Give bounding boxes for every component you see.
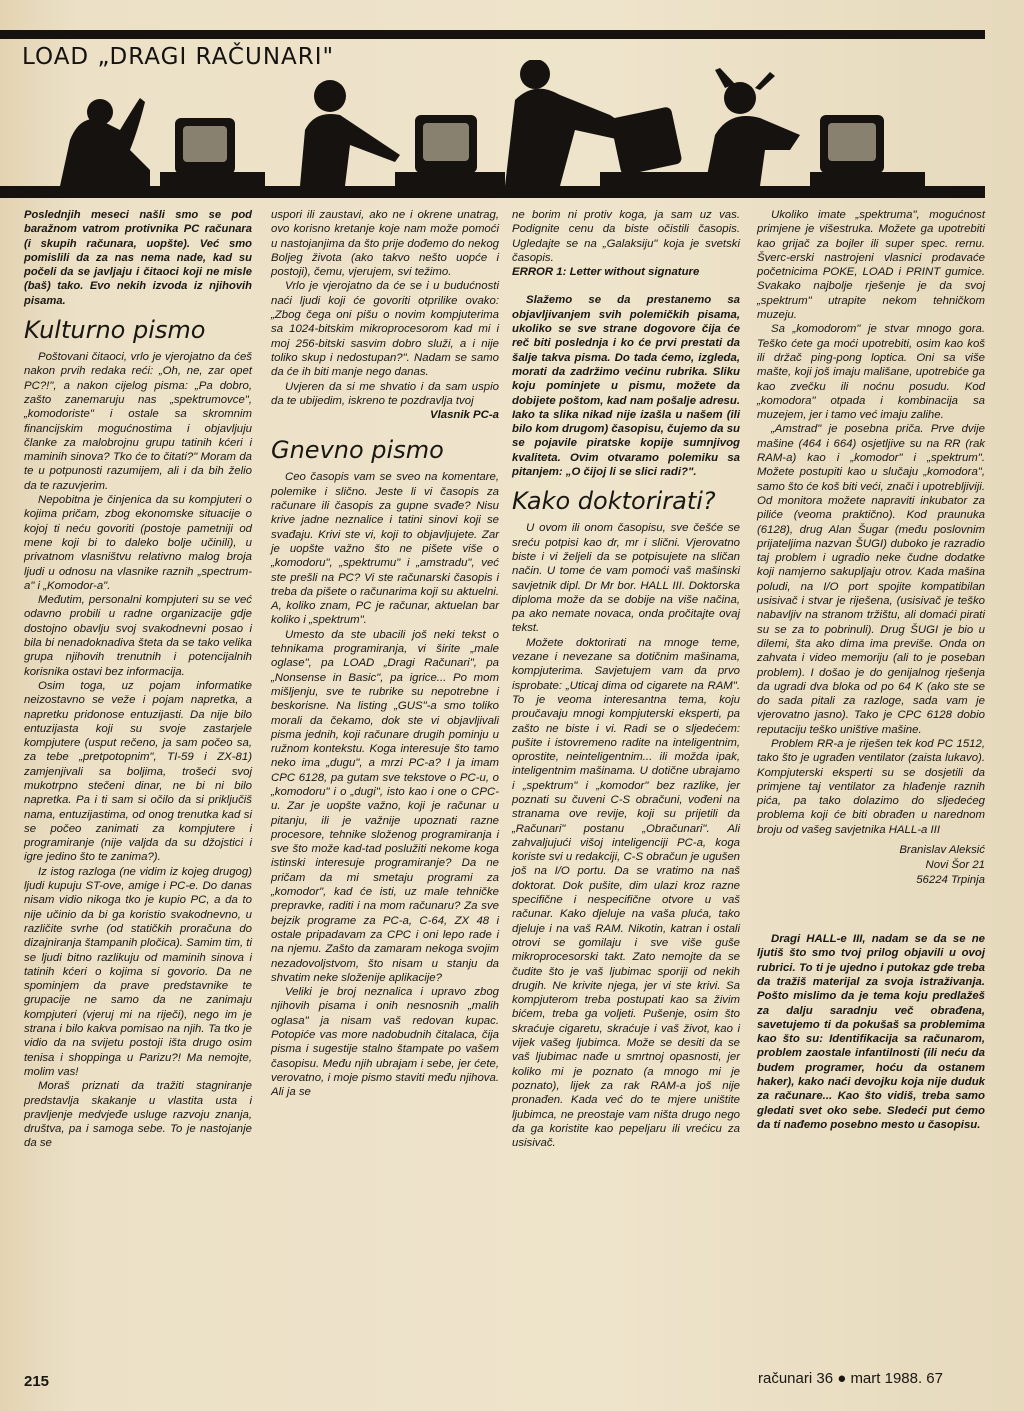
paragraph: Problem RR-a je riješen tek kod PC 1512, tako što je ugrađen ventilator (zaista lukavo). Kompjuterski eksperti su se dosjetili da primjene taj ventilator za hlađenje raznih pića, pa tako dolazimo do sljedećeg problema koji će biti obrađen u narednom broju od vašeg savjetnika HALL-a III: [757, 737, 985, 836]
monitor-3: [610, 106, 683, 176]
paragraph: Osim toga, uz pojam informatike neizostavno se veže i pojam napretka, a napretku pridonose entuzijasti. Da nije bilo entuzijasta koji su svoje zastarjele kompjutere (usput rečeno, ja sam počeo sa, za tebe „pretpotopnim", TI-59 i ZX-81) zamjenjivali sa boljima, trošeći svoj mukotrpno stečeni dinar, ne bi ni bilo napretka. Pa i ti sam si očilo da si priključiš nama, entuzijastima, od onog trenutka kad si se počeo zanimati za kompjutere i programiranje (nije valjda da su džojstici i igre jedino što te zanima?).: [24, 679, 252, 864]
paragraph: Sa „komodorom" je stvar mnogo gora. Teško ćete ga moći upotrebiti, osim kao koš ili držač ping-pong loptica. Oni sa više mašte, koji još imaju mališane, upotrebiće ga kao zvečku ili noćnu posudu. Kod „komodora" otpada i kombinacija sa muzejem, jer i tamo već imaju zalihe.: [757, 323, 985, 422]
figure-typing: [300, 114, 400, 186]
author-address: Novi Šor 21: [925, 859, 985, 872]
column-3: [512, 208, 740, 1150]
signature-vlasnik-pc: Vlasnik PC-a: [429, 409, 499, 422]
page-number-left: 215: [24, 1373, 50, 1390]
paragraph: Uvjeren da si me shvatio i da sam uspio da te ubijedim, iskreno te pozdravlja tvoj: [271, 380, 499, 407]
author-city: 56224 Trpinja: [916, 874, 985, 887]
heading-gnevno-pismo: Gnevno pismo: [271, 436, 444, 465]
editorial-reply: Slažemo se da prestanemo sa objavljivanjem svih polemičkih pisama, ukoliko se sve strane dogovore čija će reč biti poslednja i ko će prvi prestati da šalje takva pisma. Do tada ćemo, izgleda, morati da zadržimo većinu rubrika. Sliku koju pominjete u pismu, možete da dobijete poštom, kad nam pošalje adresu. Iako ta slika nikad nije izašla u našem (ili bilo kom drugom) časopisu, čujemo da su se pojavile piratske kopije sumnjivog kvaliteta. Ovim otvaramo polemiku sa pitanjem: „O čijoj li se slici radi?".: [512, 294, 740, 479]
paragraph: ne borim ni protiv koga, ja sam uz vas. Podignite cenu da biste očistili časopis. Ugledajte se na „Galaksiju" koja je svetski časopis.: [512, 209, 740, 264]
paragraph: Međutim, personalni kompjuteri su se već odavno probili u radne organizacije gdje dostojno obavlju svoj svakodnevni posao i bila bi nenadoknadiva šteta da se tako velika grupa njihovih trenutnih i potencijalnih korisnika ostavi bez informacija.: [24, 594, 252, 678]
paragraph: „Amstrad" je posebna priča. Prve dvije mašine (464 i 664) osjetljive su na RR (rak RAM-a) kao i „komodor" i „spektrum". Možete postupiti kao u slučaju „komodora", samo što će koš biti veći, znači i upotrebljiviji. Od monitora možete napraviti inkubator za piliće (veoma praktično). Kod praunuka (6128), drug Alan Šugar (među poslovnim prijateljima nazvan ŠUGI) duboko je razradio taj problem i ugradio neke čudne dodatke koji namjerno sakupljaju otrov. Kada mašina poludi, na I/O port spojite kompatibilan usisivač i stvar je riješena, (usisivač je teško nabavljiv na stranom tržištu, ali domaći pirati su se za to pobrinuli). Drug ŠUGI je bio u dilemi, šta ako dima ima previše. Onda on zahvata i video memoriju (ali to je poseban problem). I došao je do genijalnog rješenja da ugradi dva bloka od po 64 K (ako ste se do sada pitali za razloge, sada vam je vjerovatno jasno). Tako je CPC 6128 dobio reputaciju teško uništive mašine.: [757, 423, 985, 736]
paragraph: Nepobitna je činjenica da su kompjuteri o kojima pričam, zbog ekonomske situacije o kojoj ti neću govoriti (postoje pametniji od mene koji bi to daleko bolje učinili), u privatnom vlasništvu relativno malog broja ljudi u odnosu na vlasnike raznih „spectrum-a" i „Komodor-a".: [24, 494, 252, 592]
paragraph: Umesto da ste ubacili još neki tekst o tehnikama programiranja, vi širite „male oglase", pa LOAD „Dragi Računari", pa „Nonsense in Basic", pa igrice... Po mom mišljenju, sve te rubrike su nepotrebne i beskorisne. Na listing „GUS"-a smo toliko morali da čekamo, dok ste vi objavljivali pisma jednih, koji računare drugih pominju u ružnom kontekstu. Koga interesuje što tamo neko ima „dugu", a mrzi PC-a? I ja imam CPC 6128, pa gutam sve tekstove o PC-u, o „komodoru" i o „dugi", isto kao i one o CPC-u. Zar je uopšte važno, koji je računar u pitanju, ili je važnije upoznati razne procesore, tehnike složenog programiranja i sve što može kad-tad poslužiti nekome koga istinski interesuje programiranje? Da ne pričam da mi smetaju programi za „komodor", kad će isti, uz male tehničke prepravke, raditi i na mom računaru? Za sve bejzik programe za PC-a, C-64, ZX 48 i ostale pripadavam za CPC i oni lepo rade i na njemu. Zašto da zamaram nekoga svojim nezadovoljstvom, što nisam u stanju da shvatim neke složenije aplikacije?: [271, 628, 499, 984]
illustration-baseline: [0, 186, 985, 198]
paragraph: Poštovani čitaoci, vrlo je vjerojatno da ćeš nakon prvih redaka reći: „Oh, ne, zar opet PC?!", a nakon cijelog pisma: „Pa dobro, zašto zanemaruju nas „spektrumovce", „komodoriste" i ostale sa skromnim financijskim mogućnostima i objavljuju članke za malobrojnu grupu tatinih kćeri i maminih sinova? Tko će to čitati?" Moram da te u potpunosti razumijem, ali i da bih želio da te razuvjerim.: [24, 351, 252, 492]
paragraph: uspori ili zaustavi, ako ne i okrene unatrag, ovo korisno kretanje koje nam može pomoći u nastojanjima da što prije dođemo do nekog Boljeg života (ako takvo nešto uopće i postoji), čemu, vjerujem, svi težimo.: [271, 209, 499, 279]
error-signature-note: ERROR 1: Letter without signature: [512, 266, 700, 279]
figure-despair: [705, 116, 800, 186]
section-title: LOAD „DRAGI RAČUNARI": [22, 44, 335, 70]
paragraph: Iz istog razloga (ne vidim iz kojeg drugog) ljudi kupuju ST-ove, amige i PC-e. Do danas nisam vidio nikoga tko je kupio PC, a da to nije učinio da bi ga koristio svakodnevno, u različite svrhe (od statičkih proračuna do dizajniranja štampanih pločica). Samim tim, ti se ljudi bitno razlikuju od maminih sinova i tatinih kćeri o kojima si govorio. Da ne spominjem da prave predstavnike te grupacije ne samo da ne zanimaju kompjuteri (vjeruj mi na riječi), nego im je strana i bilo kakva pomisao na njih. Ta tko je vidio da na svijetu postoji išta drugo osim tenisa i shoppinga u Parizu?! Ma nemojte, molim vas!: [24, 865, 252, 1078]
author-name: Branislav Aleksić: [899, 844, 985, 857]
editorial-reply-hall: Dragi HALL-e III, nadam se da se ne ljutiš što smo tvoj prilog objavili u ovoj rubrici. To ti je ujedno i putokaz gde treba da tražiš materijal za svoja istraživanja. Pošto mislimo da je tema koju predlažeš za dalju saradnju več obrađena, savetujemo ti da pokušaš sa problemima kao što su: Identifikacija sa računarom, problem zaostale infantilnosti (ili neću da budem programer, hoću da ostanem haker), kako naći devojku koja nije duduk za računare... Kao što vidiš, treba samo gledati svet oko sebe. Sledeći put ćemo da ti nađemo posebno mesto u časopisu.: [757, 933, 985, 1131]
heading-kako-doktorirati: Kako doktorirati?: [512, 487, 716, 516]
paragraph: Ukoliko imate „spektruma", mogućnost primjene je višestruka. Možete ga upotrebiti kao grijač za bojler ili super spec. rernu. Šverc-erski nastrojeni vlasnici prodavaće početnicima POKE, LOAD i PRINT gumice. Svakako najbolje rješenje je da svoj „spektrum" utrapite nekom tehničkom muzeju.: [757, 209, 985, 322]
column-1: [24, 208, 252, 1151]
editorial-intro: Poslednjih meseci našli smo se pod baražnom vatrom protivnika PC računara (i skupih računara, uopšte). Već smo pomislili da za nas nema nade, kad su počeli da se javljaju i čitaoci koji ne misle (baš) tako. Evo nekih izvoda iz njihovih pisama.: [24, 209, 252, 307]
top-rule: [0, 30, 985, 39]
paragraph: U ovom ili onom časopisu, sve češće se sreću potpisi kao dr, mr i slični. Vjerovatno biste i vi željeli da se potpisujete na sličan način. U tome će vam pomoći vaš mašinski savjetnik dipl. Dr Mr bor. HALL III. Doktorska diploma može da se dobije na više načina, pa ako nemate novaca, onda pročitajte ovaj tekst.: [512, 522, 740, 635]
paragraph: Moraš priznati da tražiti stagniranje predstavlja skakanje u vlastita usta i pravljenje medvjeđe usluge razvoju znanja, društva, pa i samoga sebe. To je nastojanje da se: [24, 1080, 252, 1150]
paragraph: Vrlo je vjerojatno da će se i u budućnosti naći ljudi koji će govoriti otprilike ovako: „Zbog čega oni pišu o novim kompjuterima sa 1024-bitskim mikroprocesorom kad mi i moj 256-bitski sasvim dobro služi, a i nije toliko skup i nedostupan?". Nadam se samo da će ih biti manje nego danas.: [271, 280, 499, 379]
paragraph: Ceo časopis vam se sveo na komentare, polemike i slično. Jeste li vi časopis za računare ili časopis za gupne svađe? Nisu krive jadne neznalice i tatini sinovi koji se svađaju. Krivi ste vi, koji to objavljujete. Zar je uopšte važno što ne pišete više o „komodoru", „spektrumu" i „amstradu", već ste prešli na PC? Vi ste računarski časopis i treba da pišete o računarima koji su aktuelni. A, koliko znam, PC je računar, aktuelan bar koliko i „spektrum".: [271, 471, 499, 627]
header-illustration: [0, 60, 1024, 200]
heading-kulturno-pismo: Kulturno pismo: [24, 316, 206, 345]
issue-info: računari 36 ● mart 1988. 67: [758, 1370, 943, 1387]
column-4: [757, 208, 985, 1132]
paragraph: Možete doktorirati na mnoge teme, vezane i nevezane sa dotičnim mašinama, kompjuterima. Savjetujem vam da prvo isprobate: „Uticaj dima od cigarete na RAM". To je veoma interesantna tema, koju proučavaju mnogi kompjuterski eksperti, pa zašto ne biste i vi. Radi se o sljedećem: pušite i istovremeno radite na inteligentnim, oprostite, neinteligentnim... ili možda ipak, inteligentnim mašinama. U dotične ubrajamo i „spektrum" i „komodor" bez razlike, jer poznati su čuveni C-S obračuni, vođeni na stranama ove revije, koji su prijetili da „Računari" postanu „Obračunari". Ali zahvaljujući višoj inteligenciji PC-a, koga koriste svi u redakciji, C-S obračun je ugušen još na I/O portu. Da se vratimo na naš doktorat. Dok pušite, dim ulazi kroz razne specifične i nespecifične otvore u vaš računar. Kako djeluje na vaša pluća, tako djeluje i na vaš RAM. Nikotin, katran i ostali otrovi se gomilaju i sve više guše mikroprocesorski takt. Zato nemojte da se čudite što je vaš ljubimac sporiji od nekih drugih. Ne krivite njega, jer vi ste krivi. Sa kompjuterom treba postupati kao sa živim bićem, treba ga voljeti. Pušenje, osim što skraćuje cigaretu, skraćuje i vaš život, kao i vijek vašeg ljubimca. Može se desiti da se vaš ljubimac nađe u smrtnoj opasnosti, jer koliko mi je poznato (a mnogo mi je poznato), lijek za rak RAM-a još nije pronađen. Kada već do te mjere uništite ljubimca, ne preostaje vam ništa drugo nego da ga koristite kao pepeljaru ili vrećicu za usisivač.: [512, 636, 740, 1150]
column-2: [271, 208, 499, 1100]
paragraph: Veliki je broj neznalica i upravo zbog njihovih pisama i onih nesnosnih „malih oglasa" ja nisam vaš redovan kupac. Potopiće vas more nadobudnih čitalaca, čija pisma i sugestije stalno štampate po vašem časopisu. Među njih ubrajam i sebe, jer ćete, verovatno, i moje pismo staviti među njihova. Ali ja se: [271, 986, 499, 1099]
